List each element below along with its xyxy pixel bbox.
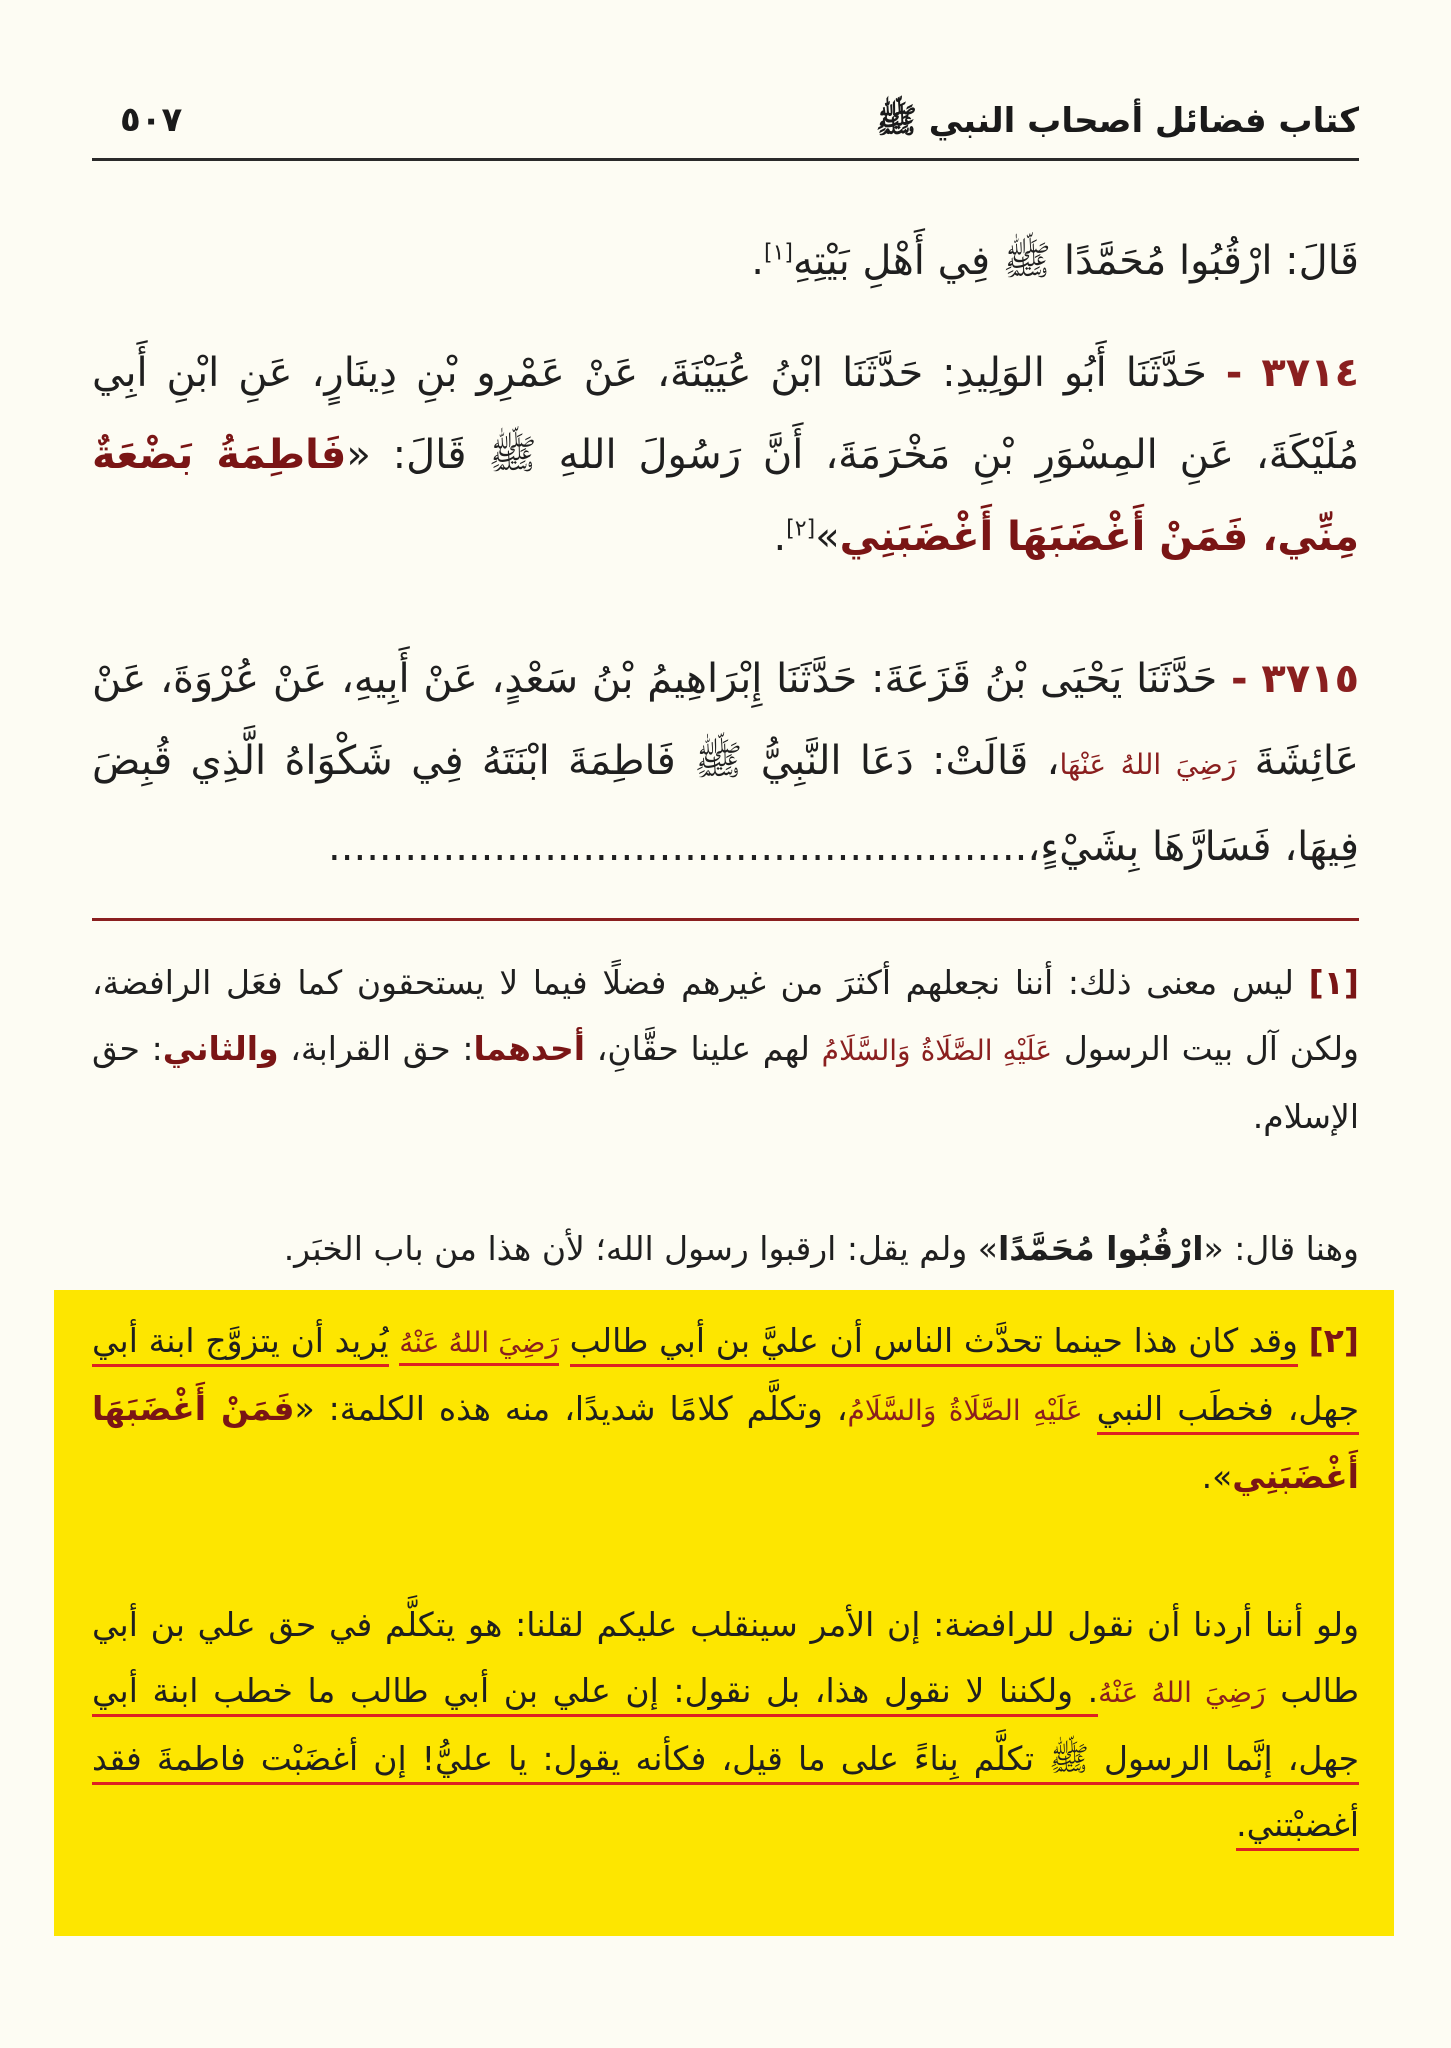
- hadith-quote: فَاطِمَةُ بَضْعَةٌ مِنِّي، فَمَنْ أَغْضَبَهَا أَغْضَبَنِي: [92, 432, 1359, 560]
- note-text-b: يُريد أن يتزوَّج ابنة أبي جهل، فخطَب النبي: [92, 1321, 1359, 1435]
- honorific-2: عَلَيْهِ الصَّلَاةُ وَالسَّلَامُ: [847, 1394, 1083, 1427]
- footnote-number: [١]: [1308, 963, 1359, 1002]
- intro-end: .: [751, 238, 764, 284]
- note-quote: فَمَنْ أَغْضَبَهَا أَغْضَبَنِي: [92, 1389, 1359, 1496]
- hadith-number: ٣٧١٤: [1261, 350, 1360, 396]
- para-text-b: » ولم يقل: ارقبوا رسول الله؛ لأن هذا من باب الخبَر.: [283, 1229, 998, 1268]
- note-text-d: ».: [1201, 1457, 1233, 1496]
- para-text-a: ولو أننا أردنا أن نقول للرافضة: إن الأمر سينقلب عليكم لقلنا: هو يتكلَّم في حق علي بن أبي طالب: [92, 1605, 1359, 1710]
- first-label: أحدهما: [473, 1029, 586, 1068]
- note-text-c: ، وتكلَّم كلامًا شديدًا، منه هذه الكلمة: «: [294, 1389, 848, 1428]
- hadith-text-a: حَدَّثَنَا يَحْيَى بْنُ قَزَعَةَ: حَدَّثَنَا إِبْرَاهِيمُ بْنُ سَعْدٍ، عَنْ أَبِيهِ، عَنْ عُرْوَةَ، عَنْ عَائِشَةَ: [92, 656, 1359, 784]
- page-header: [92, 96, 1359, 156]
- honorific: عَلَيْهِ الصَّلَاةُ وَالسَّلَامُ: [821, 1034, 1053, 1067]
- hadith-end: .: [773, 514, 787, 560]
- para-quote: ارْقُبُوا مُحَمَّدًا: [997, 1229, 1204, 1268]
- hadith-text: حَدَّثَنَا أَبُو الوَلِيدِ: حَدَّثَنَا ابْنُ عُيَيْنَةَ، عَنْ عَمْرِو بْنِ دِينَارٍ، عَنِ ابْنِ أَبِي مُلَيْكَةَ، عَنِ المِسْوَرِ بْنِ مَخْرَمَةَ، أَنَّ رَسُولَ اللهِ ﷺ قَالَ: «: [92, 350, 1360, 478]
- hadith-3714: [92, 332, 1359, 578]
- footnote-ref-2[interactable]: [٢]: [786, 516, 816, 542]
- header-rule: [92, 158, 1359, 161]
- para-text-a: وهنا قال: «: [1203, 1229, 1359, 1268]
- footnote-2-para-2: [92, 1592, 1359, 1858]
- page-number: ٥٠٧: [120, 100, 183, 140]
- note-text-a: وقد كان هذا حينما تحدَّث الناس أن عليَّ بن أبي طالب: [570, 1321, 1298, 1367]
- hadith-3715: [92, 638, 1359, 888]
- second-label: والثاني: [162, 1029, 279, 1068]
- footnote-1: [92, 950, 1359, 1150]
- hadith-number: ٣٧١٥: [1261, 656, 1360, 702]
- note-text-a: ليس معنى ذلك: أننا نجعلهم أكثرَ من غيرهم فضلًا فيما لا يستحقون كما فعَل الرافضة، ولكن آل بيت الرسول: [92, 963, 1359, 1068]
- running-title: كتاب فضائل أصحاب النبي ﷺ: [875, 101, 1359, 141]
- footnote-number: [٢]: [1308, 1321, 1360, 1360]
- footnote-divider: [92, 918, 1359, 921]
- quote-end: »: [815, 514, 840, 560]
- intro-line: [92, 220, 1359, 302]
- honorific: رَضِيَ اللهُ عَنْهُ: [1098, 1676, 1266, 1709]
- honorific: رَضِيَ اللهُ عَنْهَا: [1059, 748, 1237, 781]
- continuation-dots: .......................................................: [328, 824, 1028, 870]
- honorific: رَضِيَ اللهُ عَنْهُ: [399, 1326, 559, 1366]
- intro-text: قَالَ: ارْقُبُوا مُحَمَّدًا ﷺ فِي أَهْلِ بَيْتِهِ: [792, 238, 1359, 284]
- footnote-ref-1[interactable]: [١]: [763, 240, 793, 266]
- note-text-d: : حق الإسلام.: [92, 1029, 1359, 1136]
- footnote-2: [92, 1308, 1359, 1510]
- footnote-1-para-2: [92, 1216, 1359, 1282]
- note-text-c: : حق القرابة،: [290, 1029, 474, 1068]
- note-text-b: لهم علينا حقَّانِ،: [596, 1029, 810, 1068]
- hadith-dash: -: [1231, 656, 1248, 702]
- hadith-text-b: ، قَالَتْ: دَعَا النَّبِيُّ ﷺ فَاطِمَةَ ابْنَتَهُ فِي شَكْوَاهُ الَّذِي قُبِضَ فِيهَا، فَسَارَّهَا بِشَيْءٍ،: [92, 738, 1359, 870]
- para-text-b: . ولكننا لا نقول هذا، بل نقول: إن علي بن أبي طالب ما خطب ابنة أبي جهل، إنَّما الرسول ﷺ تكلَّم بِناءً على ما قيل، فكأنه يقول: يا عليُّ! إن أغضَبْت فاطمةَ فقد أغضبْتني.: [92, 1671, 1359, 1851]
- hadith-dash: -: [1225, 350, 1243, 396]
